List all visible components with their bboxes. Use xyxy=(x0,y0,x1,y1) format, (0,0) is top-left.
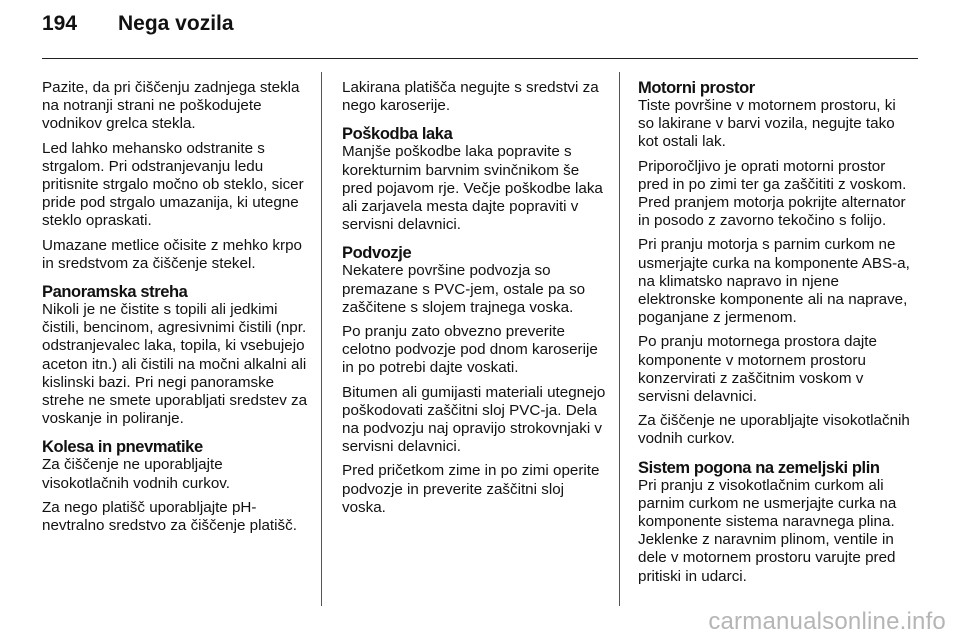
paragraph: Bitumen ali gumijasti materiali utegnejo poškodovati zaščitni sloj PVC-ja. Dela na podvozju naj opravijo strokovnjaki v servisni delavnici. xyxy=(342,383,606,456)
paragraph: Manjše poškodbe laka popravite s korekturnim barvnim svinčnikom še pred pojavom rje. Večje poškodbe laka ali zarjavela mesta dajte popraviti v servisni delavnici. xyxy=(342,143,603,234)
paragraph: Lakirana platišča negujte s sredstvi za nego karoserije. xyxy=(342,79,599,115)
paragraph: Tiste površine v motornem prostoru, ki so lakirane v barvi vozila, negujte tako kot ostali lak. xyxy=(638,97,896,151)
paragraph: Nikoli je ne čistite s topili ali jedkimi čistili, bencinom, agresivnimi čistili (npr. odstranjevalec laka, topila, ki vsebujejo aceton itn.) ali čistili na močni alkalni ali kislinski bazi. Pri negi panoramske strehe ne smete uporabljati sredstev za voskanje in poliranje. xyxy=(42,301,308,428)
text-column-2 xyxy=(342,79,610,523)
header-rule xyxy=(42,58,918,59)
section-heading: Motorni prostor xyxy=(638,79,755,97)
watermark: carmanualsonline.info xyxy=(708,608,946,635)
paragraph: Nekatere površine podvozja so premazane s PVC-jem, ostale pa so zaščitene s slojem trajnega voska. xyxy=(342,262,586,316)
paragraph: Pazite, da pri čiščenju zadnjega stekla na notranji strani ne poškodujete vodnikov grelca stekla. xyxy=(42,79,300,133)
text-column-1 xyxy=(42,79,310,541)
section-heading: Panoramska streha xyxy=(42,283,188,302)
section-heading: Kolesa in pnevmatike xyxy=(42,438,203,457)
paragraph: Za čiščenje ne uporabljajte visokotlačnih vodnih curkov. xyxy=(42,456,230,492)
section-heading: Podvozje xyxy=(342,244,412,263)
section-heading: Sistem pogona na zemeljski plin xyxy=(638,458,880,477)
paragraph: Po pranju motornega prostora dajte komponente v motornem prostoru konzervirati z zaščitnim voskom v servisni delavnici. xyxy=(638,333,877,406)
page-number: 194 xyxy=(42,12,78,35)
column-divider xyxy=(321,72,322,606)
paragraph: Led lahko mehansko odstranite s strgalom. Pri odstranjevanju ledu pritisnite strgalo močno ob steklo, sicer pride pod strgalo umazanija, ki utegne steklo opraskati. xyxy=(42,139,304,230)
paragraph: Pred pričetkom zime in po zimi operite podvozje in preverite zaščitni sloj voska. xyxy=(342,462,600,516)
page-header xyxy=(42,12,234,36)
paragraph: Pri pranju z visokotlačnim curkom ali parnim curkom ne usmerjajte curka na komponente sistema naravnega plina. Jeklenke z naravnim plinom, ventile in dele v motornem prostoru varujte pred pritiski in udarci. xyxy=(638,476,897,585)
paragraph: Priporočljivo je oprati motorni prostor pred in po zimi ter ga zaščititi z voskom. Pred pranjem motorja pokrijte alternator in posodo z zavorno tekočino s folijo. xyxy=(638,157,907,230)
paragraph: Po pranju zato obvezno preverite celotno podvozje pod dnom karoserije in po potrebi dajte voskati. xyxy=(342,323,598,377)
paragraph: Pri pranju motorja s parnim curkom ne usmerjajte curka na komponente ABS-a, na klimatsko napravo in njene elektronske komponente ali na naprave, poganjane z jermenom. xyxy=(638,236,910,327)
text-column-3 xyxy=(638,79,910,592)
paragraph: Umazane metlice očisite z mehko krpo in sredstvom za čiščenje stekel. xyxy=(42,236,302,272)
column-divider xyxy=(619,72,620,606)
paragraph: Za čiščenje ne uporabljajte visokotlačnih vodnih curkov. xyxy=(638,412,910,448)
section-heading: Poškodba laka xyxy=(342,125,453,144)
page-title: Nega vozila xyxy=(118,12,234,35)
paragraph: Za nego platišč uporabljajte pH-nevtralno sredstvo za čiščenje platišč. xyxy=(42,498,297,535)
